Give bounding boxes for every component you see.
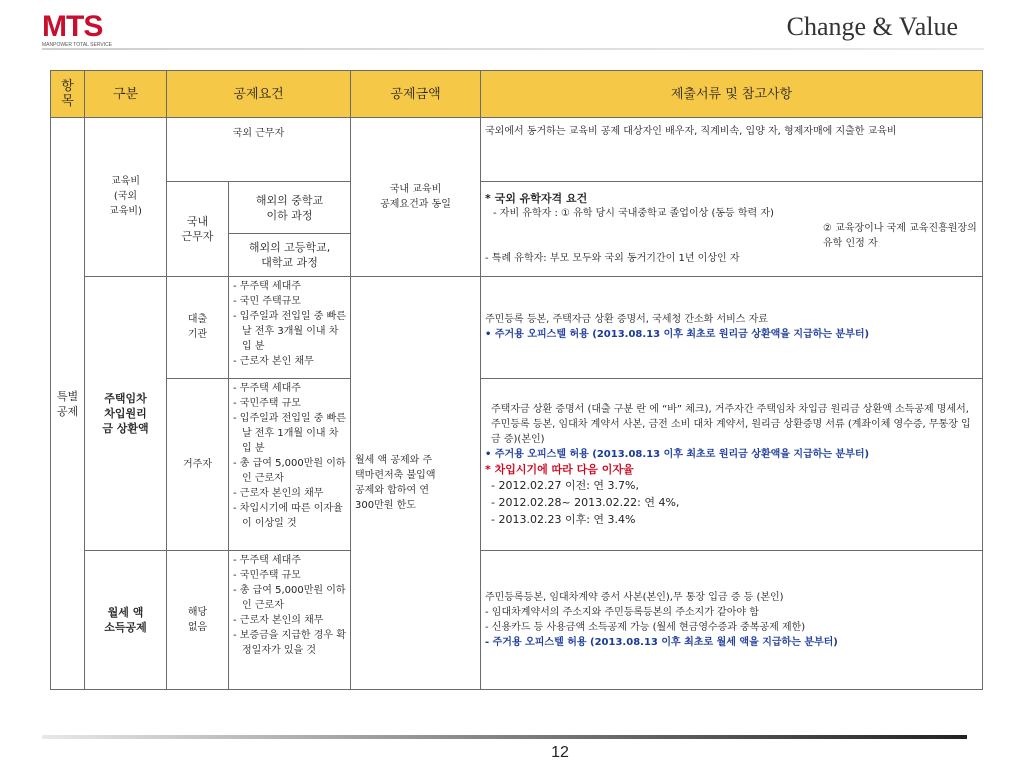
header-item: 항목: [51, 71, 85, 118]
table-row: [51, 276, 983, 378]
logo-subtitle: MANPOWER TOTAL SERVICE: [42, 42, 113, 48]
doc-lender: 주민등록 등본, 주택자금 상환 증명서, 국세청 간소화 서비스 자료 • 주거용 오피스텔 허용 (2013.08.13 이후 최초로 원리금 상환액을 지급하는 분부터): [481, 276, 983, 378]
domestic-worker: 국내 근무자: [167, 182, 229, 276]
category-education: 교육비 (국외 교육비): [85, 118, 167, 277]
item-special-deduction: 특별공제: [51, 118, 85, 690]
deduction-table: [50, 70, 983, 690]
table-row: [51, 378, 983, 551]
resident-conditions: - 무주택 세대주 - 국민주택 규모 - 입주일과 전입일 중 빠른 날 전후 1개월 이내 차입 분 - 총 급여 5,000만원 이하인 근로자 - 근로자 본인의 채무 - 차입시기에 따른 이자율이 이상일 것: [229, 378, 351, 551]
sub-not-applicable: 해당 없음: [167, 551, 229, 690]
footer-divider: [42, 735, 967, 739]
header-documents: 제출서류 및 참고사항: [481, 71, 983, 118]
housing-amount: 월세 액 공제와 주 택마련저축 불입액 공제와 합하여 연 300만원 한도: [351, 276, 481, 689]
doc-monthly-rent: 주민등록등본, 임대차계약 증서 사본(본인),무 통장 입금 증 등 (본인) - 임대차계약서의 주소지와 주민등록등본의 주소지가 같아야 함 - 신용카드 등 사용금액 소득공제 가능 (월세 현금영수증과 중복공제 제한) - 주거용 오피스텔 허용 (2013.08.13 이후 최초로 월세 액을 지급하는 분부터): [481, 551, 983, 690]
table-row: [51, 182, 983, 234]
overseas-worker: 국외 근무자: [167, 118, 351, 182]
company-logo: [42, 12, 122, 48]
header-conditions: 공제요건: [167, 71, 351, 118]
header-divider: [42, 48, 984, 50]
sub-resident: 거주자: [167, 378, 229, 551]
doc-resident: 주택자금 상환 증명서 (대출 구분 란 에 “바” 체크), 거주자간 주택임차 차입금 원리금 상환액 소득공제 명세서, 주민등록 등본, 임대차 계약서 사본, 금전 소비 대차 계약서, 원리금 상환증명 서류 (계좌이체 영수증, 무통장 입금 증)(본인) • 주거용 오피스텔 허용 (2013.08.13 이후 최초로 원리금 상환액을 지급하는 분부터) * 차입시기에 따라 다음 이자율 - 2012.02.27 이전: 연 3.7%, - 2012.02.28~ 2013.02.22: 연 4%, - 2013.02.23 이후: 연 3.4%: [481, 378, 983, 551]
page-number: 12: [551, 744, 569, 761]
category-monthly-rent: 월세 액 소득공제: [85, 551, 167, 690]
table-header-row: [51, 71, 983, 118]
table-row: [51, 551, 983, 690]
middle-school-course: 해외의 중학교 이하 과정: [229, 182, 351, 234]
category-housing-loan: 주택임차 차입원리 금 상환액: [85, 276, 167, 551]
doc-overseas-education: 국외에서 동거하는 교육비 공제 대상자인 배우자, 직계비속, 입양 자, 형제자매에 지출한 교육비: [481, 118, 983, 182]
table-row: [51, 118, 983, 182]
logo-text: MTS: [42, 10, 103, 43]
education-amount: 국내 교육비 공제요건과 동일: [351, 118, 481, 277]
sub-lender: 대출 기관: [167, 276, 229, 378]
rent-conditions: - 무주택 세대주 - 국민주택 규모 - 총 급여 5,000만원 이하인 근로자 - 근로자 본인의 채무 - 보증금을 지급한 경우 확정일자가 있을 것: [229, 551, 351, 690]
header-category: 구분: [85, 71, 167, 118]
lender-conditions: - 무주택 세대주 - 국민 주택규모 - 입주일과 전입일 중 빠른 날 전후 3개월 이내 차입 분 - 근로자 본인 채무: [229, 276, 351, 378]
header-amount: 공제금액: [351, 71, 481, 118]
slide-header-title: Change & Value: [786, 12, 958, 41]
high-school-course: 해외의 고등학교, 대학교 과정: [229, 234, 351, 276]
doc-study-abroad-requirements: * 국외 유학자격 요건 - 자비 유학자 : ① 유학 당시 국내중학교 졸업이상 (동등 학력 자) ② 교육장이나 국제 교육진흥원장의 유학 인정 자 - 특례 유학자: 부모 모두와 국외 동거기간이 1년 이상인 자: [481, 182, 983, 276]
